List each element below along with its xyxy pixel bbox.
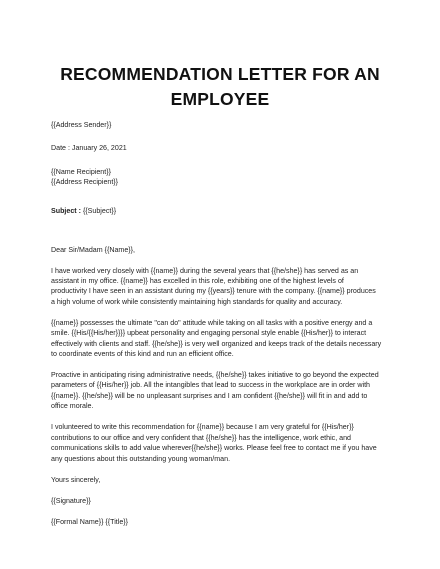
paragraph-line: productivity I have seen in an assistant during my {{years}} tenure with the company. {{name}} produces — [51, 287, 376, 296]
paragraph-line: communications skills to add value wherever{{he/she}} works. Please feel free to contact me if you have — [51, 444, 377, 453]
letter-date: Date : January 26, 2021 — [51, 144, 127, 153]
sender-address: {{Address Sender}} — [51, 121, 112, 129]
paragraph-line: to coordinate events of this kind and run an efficient office. — [51, 350, 234, 359]
paragraph-line: any questions about this outstanding young woman/man. — [51, 454, 231, 463]
recipient-name: {{Name Recipient}} — [51, 167, 111, 176]
paragraph-line: {{name}} possesses the ultimate "can do" attitude while taking on all tasks with a positive energy and a — [51, 318, 373, 327]
paragraph-line: effectively with clients and staff. {{he/she}} is very well organized and keeps track of the details necessary — [51, 339, 382, 348]
recipient-address: {{Address Recipient}} — [51, 178, 119, 187]
paragraph-line: parameters of {{His/her}} job. All the intangibles that lead to success in the workplace are in order with — [51, 381, 371, 390]
subject-line — [51, 206, 396, 216]
paragraph-line: I volunteered to write this recommendation for {{name}} because I am very grateful for {{His/her}} — [51, 423, 354, 432]
salutation: Dear Sir/Madam {{Name}}, — [51, 245, 135, 254]
paragraph-line: I have worked very closely with {{name}} during the several years that {{he/she}} has served as an — [51, 266, 359, 275]
paragraph-1 — [51, 266, 396, 308]
title-line-1: RECOMMENDATION LETTER FOR AN — [60, 64, 380, 84]
paragraph-2 — [51, 318, 396, 360]
subject-label: Subject : — [51, 206, 81, 215]
subject-value: {{Subject}} — [80, 206, 117, 215]
paragraph-3 — [51, 370, 396, 412]
paragraph-line: office morale. — [51, 402, 94, 411]
paragraph-line: smile. {{His/{{His/her}}}} upbeat personality and engaging personal style enable {{His/her}} to interact — [51, 329, 367, 338]
document-title — [40, 62, 400, 112]
title-line-2: EMPLOYEE — [170, 89, 270, 109]
paragraph-line: contributions to our office and very confident that {{he/she}} has the intelligence, work ethic, and — [51, 433, 351, 442]
letter-body — [51, 120, 396, 527]
paragraph-4 — [51, 422, 396, 464]
paragraph-line: Proactive in anticipating rising administrative needs, {{he/she}} takes initiative to go beyond the expected — [51, 371, 379, 380]
paragraph-line: {{name}}. {{he/she}} will be no unpleasant surprises and I am confident {{he/she}} will fit in and add to — [51, 391, 368, 400]
formal-name-title: {{Formal Name}} {{Title}} — [51, 517, 129, 526]
paragraph-line: a high volume of work while consistently maintaining high standards for quality and accuracy. — [51, 297, 343, 306]
paragraph-line: assistant in my office. {{name}} has excelled in this role, exhibiting one of the highest levels of — [51, 277, 344, 286]
closing: Yours sincerely, — [51, 475, 101, 484]
signature-placeholder: {{Signature}} — [51, 496, 91, 505]
